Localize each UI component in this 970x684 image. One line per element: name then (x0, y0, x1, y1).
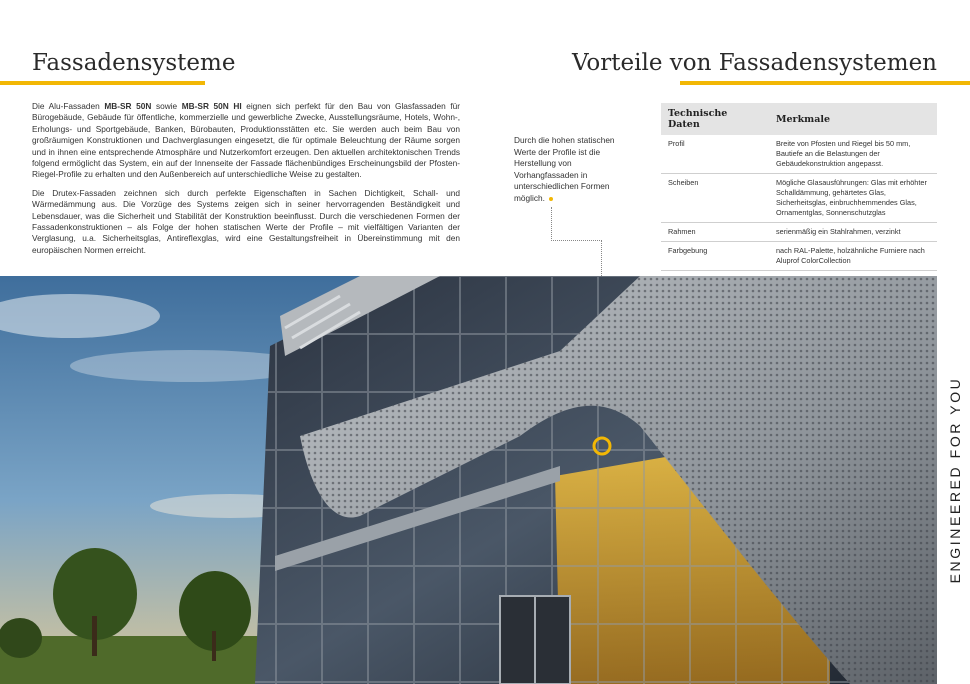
spec-key: Scheiben (661, 174, 769, 223)
table-row (661, 174, 937, 223)
intro-text (32, 101, 460, 263)
intro-paragraph-1 (32, 101, 460, 181)
callout-leader-line (601, 240, 602, 276)
spec-value: Breite von Pfosten und Riegel bis 50 mm, Bautiefe an die Belastungen der Gebäudekonstruktion angepasst. (769, 135, 937, 174)
spec-value: nach RAL-Palette, holzähnliche Furniere nach Aluprof ColorCollection (769, 242, 937, 271)
spec-col-technical-data: Technische Daten (661, 103, 769, 135)
callout-text: Durch die hohen statischen Werte der Profile ist die Herstellung von Vorhangfassaden in unterschiedlichen Formen möglich. (514, 135, 615, 203)
intro-text-segment: Die Alu-Fassaden (32, 101, 105, 111)
intro-paragraph-2: Die Drutex-Fassaden zeichnen sich durch perfekte Eigenschaften in Sachen Dichtigkeit, Schall- und Wärmedämmung aus. Die Vorzüge des Systems zeigen sich in seiner hervorragenden Beständigkeit und Lebensdauer, was die Sicherheit und Stabilität der Konstruktion beeinflusst. Durch die verschiedenen Formen der Fassadenkonstruktionen – als Folge der hohen statischen Werte der Profile – mit vielfältigen Varianten der Verglasung, u.a. Sicherheitsglas, Antireflexglas, wird eine Gestaltungsfreiheit in Übereinstimmung mit den europäischen Normen erreicht. (32, 187, 460, 255)
accent-rule-right (680, 81, 970, 85)
callout-dot (549, 197, 553, 201)
product-name-mb-sr-50n-hi: MB-SR 50N HI (181, 101, 242, 111)
callout-leader-line (551, 207, 602, 241)
spec-key: Profil (661, 135, 769, 174)
product-name-mb-sr-50n: MB-SR 50N (104, 101, 152, 111)
table-row (661, 242, 937, 271)
spec-value: Mögliche Glasausführungen: Glas mit erhöhter Schalldämmung, gehärtetes Glas, Sicherheitsglas, einbruchhemmendes Glas, Ornamentglas, Sonnenschutzglas (769, 174, 937, 223)
spec-col-features: Merkmale (769, 103, 937, 135)
accent-rule-left (0, 81, 205, 85)
spec-key: Rahmen (661, 223, 769, 242)
intro-text-segment: eignen sich perfekt für den Bau von Glasfassaden für Bürogebäude, Gebäude für öffentliche, kommerzielle und gewerbliche Zwecke, Ausstellungsräume, Hotels, Wohn-, Erholungs- und Sportgebäude, Banken, Bürobauten, Produktionsstätten etc. Sie werden auch beim Bau von großräumigen Konstruktionen und Dachverglasungen eingesetzt, die für optimale Beleuchtung der Räume sorgen und in ihnen eine entsprechende Atmosphäre und Nutzerkomfort erzeugen. Den aktuellen architektonischen Trends folgend ermöglicht das System, ein auf der Innenseite der Fassade flächenbündiges Erscheinungsbild der Pfosten-Riegel-Profile zu erhalten und den Außenbereich auf unterschiedliche Weise zu gestalten. (32, 101, 461, 180)
spec-table (661, 103, 937, 271)
spec-value: serienmäßig ein Stahlrahmen, verzinkt (769, 223, 937, 242)
spec-key: Farbgebung (661, 242, 769, 271)
page-title-left: Fassadensysteme (32, 50, 236, 76)
tagline-text: ENGINEERED FOR YOU (947, 376, 963, 584)
tagline-vertical (940, 276, 970, 684)
table-row (661, 135, 937, 174)
facade-illustration (0, 276, 937, 684)
spec-table-header (661, 103, 937, 135)
page-title-right: Vorteile von Fassadensystemen (571, 50, 937, 76)
building-facade-photo (0, 276, 937, 684)
table-row (661, 223, 937, 242)
intro-text-segment: sowie (151, 101, 182, 111)
